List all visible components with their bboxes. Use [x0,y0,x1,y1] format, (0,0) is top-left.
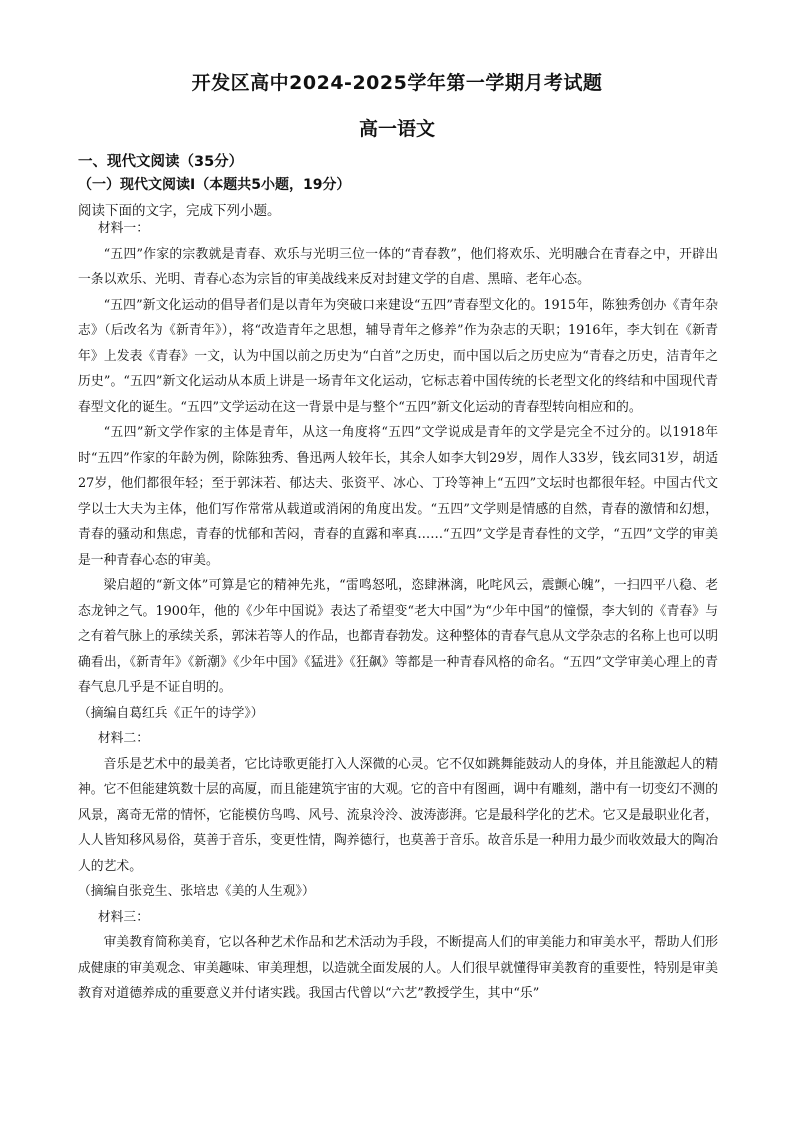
material1-label: 材料一： [97,221,150,236]
material1-paragraph-4: 梁启超的“新文体”可算是它的精神先兆，“雷鸣怒吼，恣肆淋漓，叱咤风云，震颤心魄”，一扫四平八稳、老态龙钟之气。1900年，他的《少年中国说》表达了希望变“老大中国”为“少年中国”的憧憬，李大钊的《青春》与之有着气脉上的承续关系，郭沫若等人的作品，也都青春勃发。这种整体的青春气息从文学杂志的名称上也可以明确看出，《新青年》《新潮》《少年中国》《猛进》《狂飙》等都是一种青春风格的命名。“五四”文学审美心理上的青春气息几乎是不证自明的。 [78,578,718,695]
exam-subtitle: 高一语文 [358,118,435,140]
material2-label: 材料二： [97,731,150,746]
material3-label: 材料三： [97,909,150,925]
reading-instruction: 阅读下面的文字，完成下列小题。 [78,203,281,219]
material1-paragraph-2: “五四”新文化运动的倡导者们是以青年为突破口来建设“五四”青春型文化的。1915年，陈独秀创办《青年杂志》（后改名为《新青年》），将“改造青年之思想，辅导青年之修养”作为杂志的天职；1916年，李大钊在《新青年》上发表《青春》一文，认为中国以前之历史为“白首”之历史，而中国以后之历史应为“青春之历史，洁青年之历史”。“五四”新文化运动从本质上讲是一场青年文化运动，它标志着中国传统的长老型文化的终结和中国现代青春型文化的诞生。“五四”文学运动在这一背景中是与整个“五四”新文化运动的青春型转向相应和的。 [78,297,718,415]
section-subheading: （一）现代文阅读Ⅰ（本题共5小题，19分） [78,177,351,193]
material1-paragraph-3: “五四”新文学作家的主体是青年，从这一角度将“五四”文学说成是青年的文学是完全不过分的。以1918年时“五四”作家的年龄为例，除陈独秀、鲁迅两人较年长，其余人如李大钊29岁，周作人33岁，钱玄同31岁，胡适27岁，他们都很年轻；至于郭沫若、郁达夫、张资平、冰心、丁玲等神上“五四”文坛时也都很年轻。中国古代文学以士大夫为主体，他们写作常常从载道或消闲的角度出发。“五四”文学则是情感的自然，青春的激情和幻想，青春的骚动和焦虑，青春的忧郁和苦闷，青春的直露和率真……“五四”文学是青春性的文学，“五四”文学的审美是一种青春心态的审美。 [78,425,718,568]
exam-title: 开发区高中2024-2025学年第一学期月考试题 [191,72,603,94]
reading-passage [78,216,718,1007]
material2-source: （摘编自张竞生、张培忠《美的人生观》） [78,884,315,899]
material1-paragraph-1: “五四”作家的宗教就是青春、欢乐与光明三位一体的“青春教”，他们将欢乐、光明融合在青春之中，开辟出一条以欢乐、光明、青春心态为宗旨的审美战线来反对封建文学的自虐、黑暗、老年心态。 [78,246,718,287]
material3-paragraph-1: 审美教育简称美育，它以各种艺术作品和艺术活动为手段，不断提高人们的审美能力和审美水平，帮助人们形成健康的审美观念、审美趣味、审美理想，以造就全面发展的人。人们很早就懂得审美教育的重要性，特别是审美教育对道德养成的重要意义并付诸实践。我国古代曾以“六艺”教授学生，其中“乐” [78,935,718,1001]
material2-paragraph-1: 音乐是艺术中的最美者，它比诗歌更能打入人深微的心灵。它不仅如跳舞能鼓动人的身体，并且能激起人的精神。它不但能建筑数十层的高厦，而且能建筑宇宙的大观。它的音中有图画，调中有雕刻，諧中有一切变幻不测的风景，离奇无常的情怀，它能模仿鸟鸣、风号、流泉泠泠、波涛澎湃。它是最科学化的艺术。它又是最职业化者，人人皆知移风易俗，莫善于音乐，变更性情，陶养德行，也莫善于音乐。故音乐是一种用力最少而收效最大的陶冶人的艺术。 [78,756,718,874]
material1-source: （摘编自葛红兵《正午的诗学》） [78,705,264,721]
section-heading: 一、现代文阅读（35分） [78,154,244,170]
